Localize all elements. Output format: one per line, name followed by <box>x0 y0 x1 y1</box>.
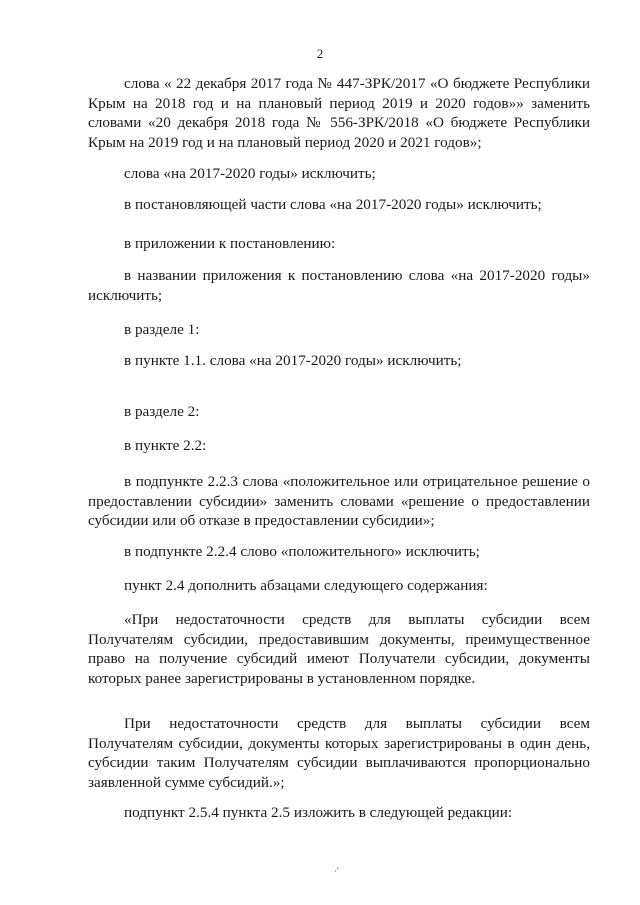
paragraph-section-1: в разделе 1: <box>124 321 200 338</box>
paragraph-operative-part: в постановляющей части слова «на 2017-2020 годы» исключить; <box>124 196 542 213</box>
paragraph-section-2: в разделе 2: <box>124 403 200 420</box>
paragraph-annex-title: в названии приложения к постановлению слова «на 2017-2020 годы» исключить; <box>88 267 590 304</box>
scan-mark: ·' <box>334 866 339 876</box>
paragraph-clause-1-1: в пункте 1.1. слова «на 2017-2020 годы» исключить; <box>124 352 462 369</box>
paragraph-clause-2-4: пункт 2.4 дополнить абзацами следующего содержания: <box>124 577 488 594</box>
paragraph-subclause-2-5-4: подпункт 2.5.4 пункта 2.5 изложить в следующей редакции: <box>124 804 513 821</box>
paragraph-exclude-years: слова «на 2017-2020 годы» исключить; <box>124 165 376 182</box>
page-number: 2 <box>316 46 324 61</box>
paragraph-clause-2-2: в пункте 2.2: <box>124 437 207 454</box>
paragraph-subclause-2-2-4: в подпункте 2.2.4 слово «положительного» исключить; <box>124 543 480 560</box>
paragraph-quote-proportional: При недостаточности средств для выплаты субсидии всем Получателям субсидии, документы которых зарегистрированы в один день, субсидии таким Получателям субсидии выплачиваются пропорционально заявленной сумме субсидий.»; <box>88 715 590 791</box>
paragraph-budget-law-replacement: слова « 22 декабря 2017 года № 447-ЗРК/2017 «О бюджете Республики Крым на 2018 год и на плановый период 2019 и 2020 годов»» заменить словами «20 декабря 2018 года № 556-ЗРК/2018 «О бюджете Республики Крым на 2019 год и на плановый период 2020 и 2021 годов»; <box>88 75 590 151</box>
paragraph-annex-intro: в приложении к постановлению: <box>124 235 336 252</box>
paragraph-quote-priority: «При недостаточности средств для выплаты субсидии всем Получателям субсидии, предоставившим документы, преимущественное право на получение субсидий имеют Получатели субсидии, документы которых ранее зарегистрированы в установленном порядке. <box>88 611 590 687</box>
paragraph-subclause-2-2-3: в подпункте 2.2.3 слова «положительное или отрицательное решение о предоставлении субсидии» заменить словами «решение о предоставлении субсидии или об отказе в предоставлении субсидии»; <box>88 473 590 529</box>
